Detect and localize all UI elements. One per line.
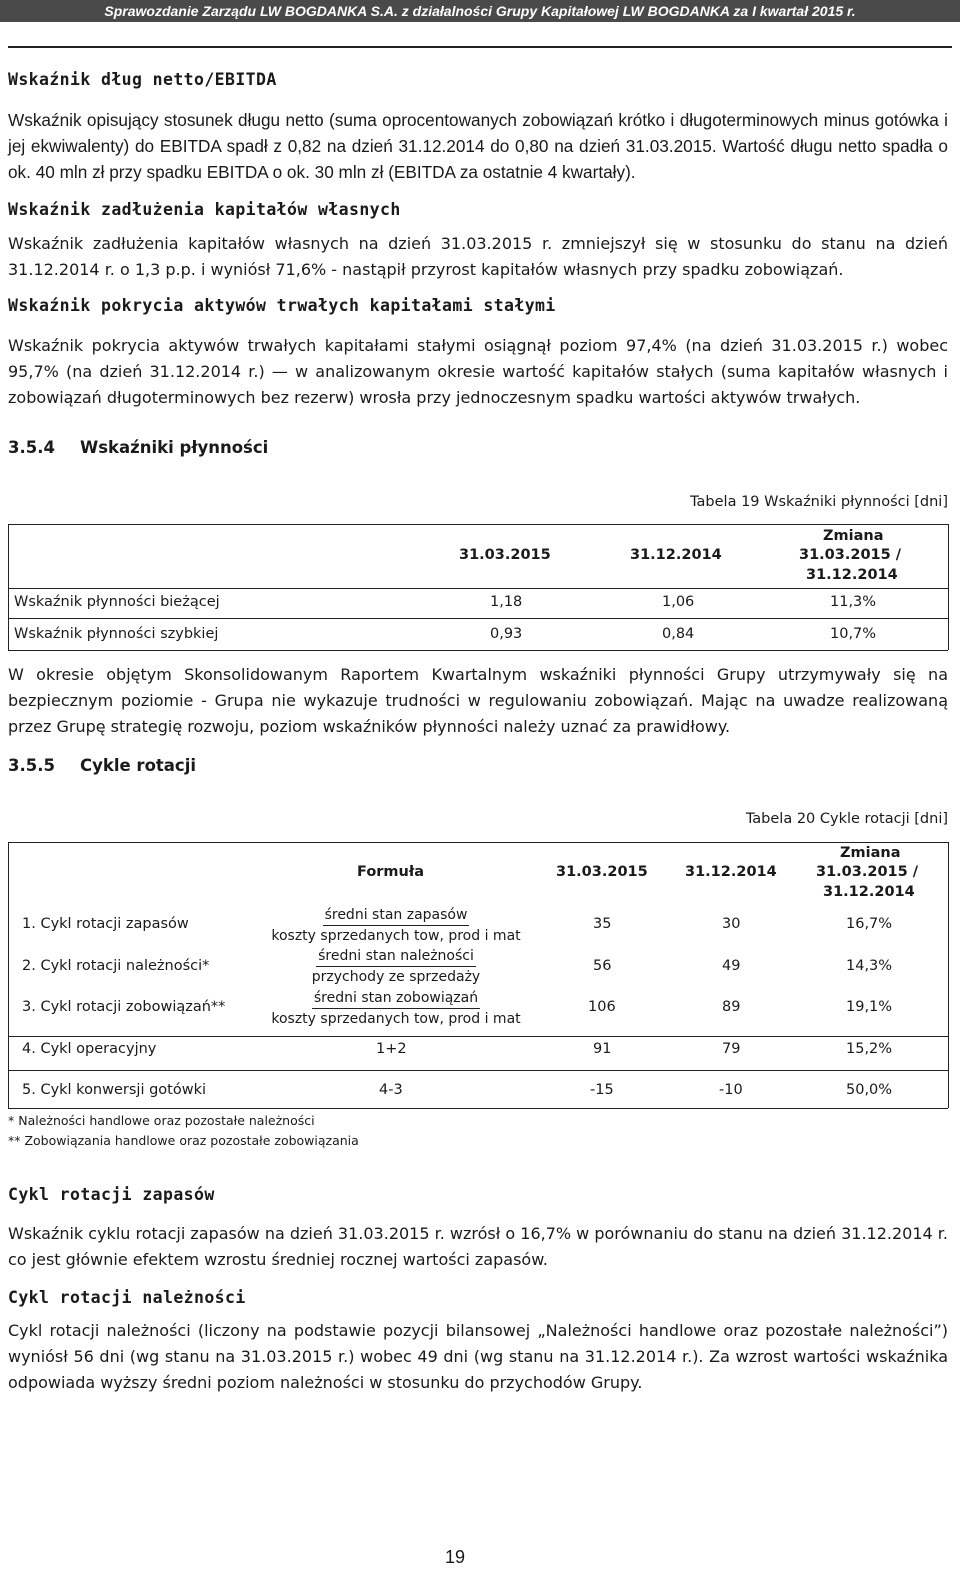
paragraph-net-debt-ebitda: Wskaźnik opisujący stosunek długu netto (suma oprocentowanych zobowiązań krótko i długoterminowych minus gotówka i jej ekwiwalenty) do EBITDA spadł z 0,82 na dzień 31.12.2014 do 0,80 na dzień 31.03.2015. Wartość długu netto spadła o ok. 40 mln zł przy spadku EBITDA o ok. 30 mln zł (EBITDA za ostatnie 4 kwartały). [8, 110, 948, 182]
table19-header-col2: 31.12.2014 [630, 547, 722, 563]
table-border [8, 650, 948, 651]
table-cell: 30 [722, 916, 741, 932]
formula-numerator: średni stan zapasów [323, 905, 470, 926]
section-number: 3.5.5 [8, 756, 55, 775]
section-heading-rotation [8, 756, 196, 775]
table-cell: 1,18 [490, 594, 523, 610]
table-border [8, 524, 948, 525]
formula-denominator: koszty sprzedanych tow, prod i mat [271, 928, 521, 944]
table20-header-col3-line1: Zmiana [840, 845, 901, 861]
page-number: 19 [445, 1547, 466, 1567]
formula-fraction [262, 988, 530, 1029]
table-row-label: Wskaźnik płynności bieżącej [14, 594, 220, 610]
table-border [8, 1070, 948, 1071]
table20-footnote-liabilities: ** Zobowiązania handlowe oraz pozostałe zobowiązania [8, 1133, 359, 1148]
table-cell: 50,0% [846, 1082, 893, 1098]
table20-header-col3-line3: 31.12.2014 [823, 884, 915, 900]
table20-caption: Tabela 20 Cykle rotacji [dni] [745, 811, 948, 827]
table-row-label: 1. Cykl rotacji zapasów [22, 916, 189, 932]
formula-denominator: przychody ze sprzedaży [311, 969, 481, 985]
table-border [8, 618, 948, 619]
section-title: Wskaźniki płynności [80, 438, 269, 457]
table-border [8, 524, 9, 650]
table-border [948, 842, 949, 1108]
heading-fixed-assets-coverage: Wskaźnik pokrycia aktywów trwałych kapitałami stałymi [8, 296, 556, 315]
table-cell: 91 [593, 1041, 612, 1057]
heading-equity-debt: Wskaźnik zadłużenia kapitałów własnych [8, 200, 401, 219]
table-cell: 89 [722, 999, 741, 1015]
table-border [8, 1036, 948, 1037]
formula-denominator: koszty sprzedanych tow, prod i mat [271, 1011, 521, 1027]
table20-header-col1: 31.03.2015 [556, 864, 648, 880]
document-header: Sprawozdanie Zarządu LW BOGDANKA S.A. z działalności Grupy Kapitałowej LW BOGDANKA za I kwartał 2015 r. [0, 0, 960, 22]
paragraph-liquidity: W okresie objętym Skonsolidowanym Raportem Kwartalnym wskaźniki płynności Grupy utrzymywały się na bezpiecznym poziomie - Grupa nie wykazuje trudności w regulowaniu zobowiązań. Mając na uwadze realizowaną przez Grupę strategię rozwoju, poziom wskaźników płynności należy uznać za prawidłowy. [8, 665, 948, 736]
table-cell: -15 [590, 1082, 614, 1098]
table-cell: 0,84 [662, 626, 695, 642]
paragraph-inventory-rotation: Wskaźnik cyklu rotacji zapasów na dzień 31.03.2015 r. wzrósł o 16,7% w porównaniu do stanu na dzień 31.12.2014 r. co jest głównie efektem wzrostu średniej rocznej wartości zapasów. [8, 1224, 948, 1269]
table-border [8, 1108, 948, 1109]
table-row-label: Wskaźnik płynności szybkiej [14, 626, 219, 642]
table-cell: 49 [722, 958, 741, 974]
table-cell: 14,3% [846, 958, 893, 974]
section-title: Cykle rotacji [80, 756, 197, 775]
table-cell: 79 [722, 1041, 741, 1057]
table-cell: 19,1% [846, 999, 893, 1015]
table-cell: 10,7% [830, 626, 877, 642]
formula-fraction [262, 905, 530, 946]
table19-header-col3-line2: 31.03.2015 / [799, 547, 902, 563]
table-cell: 15,2% [846, 1041, 893, 1057]
paragraph-equity-debt: Wskaźnik zadłużenia kapitałów własnych na dzień 31.03.2015 r. zmniejszył się w stosunku do stanu na dzień 31.12.2014 r. o 1,3 p.p. i wyniósł 71,6% - nastąpił przyrost kapitałów własnych przy spadku zobowiązań. [8, 234, 948, 279]
table-cell: 0,93 [490, 626, 523, 642]
formula-fraction [262, 946, 530, 987]
heading-net-debt-ebitda: Wskaźnik dług netto/EBITDA [8, 70, 277, 89]
table-row-label: 5. Cykl konwersji gotówki [22, 1082, 207, 1098]
table-border [948, 524, 949, 650]
table-cell: -10 [719, 1082, 743, 1098]
table-cell: 11,3% [830, 594, 877, 610]
formula-numerator: średni stan zobowiązań [312, 988, 480, 1009]
table20-header-col3-line2: 31.03.2015 / [816, 864, 919, 880]
table-border [8, 588, 948, 589]
table-cell: 106 [588, 999, 616, 1015]
table19-header-col1: 31.03.2015 [459, 547, 551, 563]
section-number: 3.5.4 [8, 438, 55, 457]
paragraph-receivables-rotation: Cykl rotacji należności (liczony na podstawie pozycji bilansowej „Należności handlowe oraz pozostałe należności”) wyniósł 56 dni (wg stanu na 31.03.2015 r.) wobec 49 dni (wg stanu na 31.12.2014 r.). Za wzrost wartości wskaźnika odpowiada wyższy średni poziom należności w stosunku do przychodów Grupy. [8, 1321, 948, 1392]
table-cell: 16,7% [846, 916, 893, 932]
table19-caption: Tabela 19 Wskaźniki płynności [dni] [690, 494, 948, 510]
heading-inventory-rotation: Cykl rotacji zapasów [8, 1185, 215, 1204]
table-row-label: 2. Cykl rotacji należności* [22, 958, 210, 974]
table-border [8, 842, 9, 1108]
table-cell: 1,06 [662, 594, 695, 610]
table20-footnote-receivables: * Należności handlowe oraz pozostałe należności [8, 1113, 315, 1128]
formula-numerator: średni stan należności [316, 946, 476, 967]
table-cell: 56 [593, 958, 612, 974]
table19-header-col3-line1: Zmiana [823, 528, 884, 544]
paragraph-fixed-assets-coverage: Wskaźnik pokrycia aktywów trwałych kapitałami stałymi osiągnął poziom 97,4% (na dzień 31.03.2015 r.) wobec 95,7% (na dzień 31.12.2014 r.) — w analizowanym okresie wartość kapitałów stałych (suma kapitałów własnych i zobowiązań długoterminowych bez rezerw) wrosła przy jednoczesnym spadku wartości aktywów trwałych. [8, 336, 948, 407]
table-border [8, 842, 948, 843]
table-cell: 35 [593, 916, 612, 932]
table-row-label: 4. Cykl operacyjny [22, 1041, 157, 1057]
heading-receivables-rotation: Cykl rotacji należności [8, 1288, 246, 1307]
table-cell-formula: 1+2 [376, 1041, 407, 1057]
table20-header-col2: 31.12.2014 [685, 864, 777, 880]
table19-header-col3-line3: 31.12.2014 [806, 567, 898, 583]
table20-header-formula: Formuła [357, 864, 425, 880]
table-row-label: 3. Cykl rotacji zobowiązań** [22, 999, 226, 1015]
section-heading-liquidity [8, 438, 268, 457]
table-cell-formula: 4-3 [379, 1082, 403, 1098]
header-rule [8, 46, 952, 48]
